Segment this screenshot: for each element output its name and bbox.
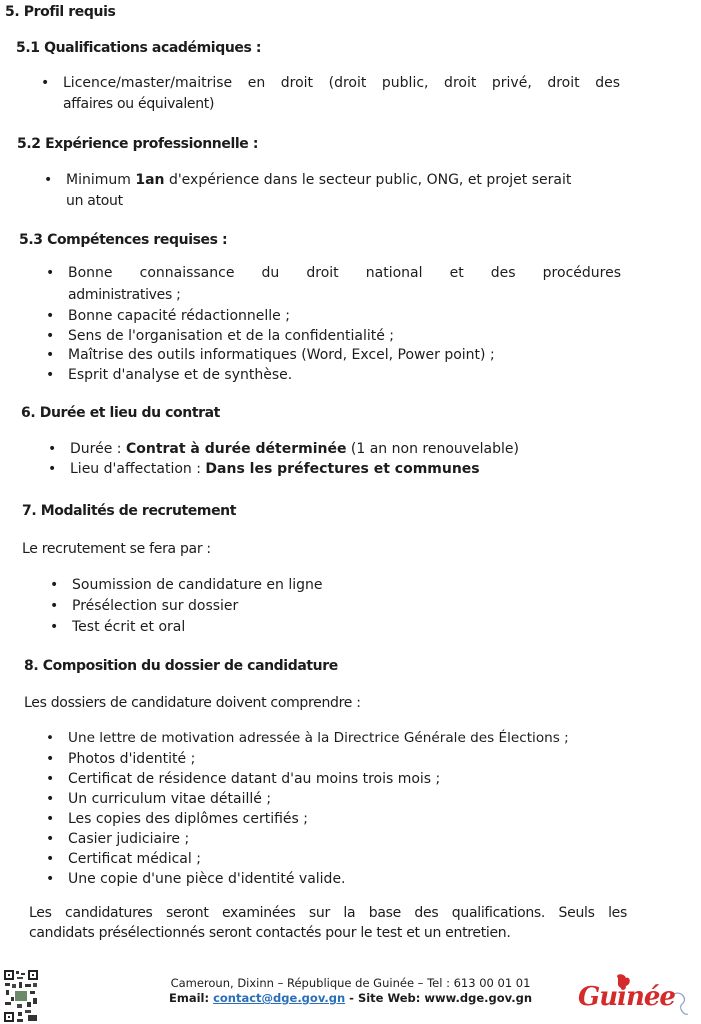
qualification-line-1: Licence/master/maitrise en droit (droit public, droit privé, droit des <box>63 75 620 91</box>
contract-location-item <box>70 461 480 477</box>
section-6-title: 6. Durée et lieu du contrat <box>21 405 220 421</box>
experience-duration: 1an <box>135 172 165 188</box>
section-7-title: 7. Modalités de recrutement <box>22 503 237 519</box>
experience-prefix: Minimum <box>66 172 136 188</box>
location-label: Lieu d'affectation : <box>70 461 206 477</box>
competence-1-line-2: administratives ; <box>68 287 181 303</box>
experience-suffix: d'expérience dans le secteur public, ONG, et projet serait <box>164 172 572 188</box>
logo-text: Guinée <box>578 982 675 1012</box>
dossier-item-2: • Photos d'identité ; <box>68 751 195 767</box>
competence-1-line-1: Bonne connaissance du droit national et des procédures <box>68 265 621 281</box>
qualification-item <box>63 75 620 91</box>
duration-value: Contrat à durée déterminée <box>125 441 347 457</box>
dossier-item-5: • Les copies des diplômes certifiés ; <box>68 811 308 827</box>
website-text[interactable]: - Site Web: www.dge.gov.gn <box>345 991 533 1005</box>
section-5-1-title: 5.1 Qualifications académiques : <box>16 40 262 56</box>
closing-line-2: candidats présélectionnés seront contactés pour le test et un entretien. <box>29 925 511 941</box>
guinee-logo <box>578 972 698 1020</box>
competence-item-4: • Maîtrise des outils informatiques (Word, Excel, Power point) ; <box>68 347 495 363</box>
duration-note: (1 an non renouvelable) <box>346 441 519 457</box>
dossier-item-7: • Certificat médical ; <box>68 851 201 867</box>
section-8-title: 8. Composition du dossier de candidature <box>24 658 338 674</box>
section-5-2-title: 5.2 Expérience professionnelle : <box>17 136 259 152</box>
dossier-item-3: • Certificat de résidence datant d'au moins trois mois ; <box>68 771 440 787</box>
location-value: Dans les préfectures et communes <box>205 461 480 477</box>
dossier-item-8: • Une copie d'une pièce d'identité valide. <box>68 871 346 887</box>
recruitment-step-3: • Test écrit et oral <box>72 619 185 635</box>
footer-address: Cameroun, Dixinn – République de Guinée – Tel : 613 00 01 01 <box>170 976 531 990</box>
recruitment-step-1: • Soumission de candidature en ligne <box>72 577 323 593</box>
competence-item-3: • Sens de l'organisation et de la confidentialité ; <box>68 328 394 344</box>
contract-duration-item <box>70 441 519 457</box>
qualification-line-2: affaires ou équivalent) <box>63 96 215 112</box>
email-link[interactable]: contact@dge.gov.gn <box>213 991 346 1005</box>
competence-item-1 <box>68 265 621 281</box>
experience-line-2: un atout <box>66 193 123 209</box>
section-5-3-title: 5.3 Compétences requises : <box>19 232 228 248</box>
dossier-item-6: • Casier judiciaire ; <box>68 831 189 847</box>
section-5-title: 5. Profil requis <box>5 4 116 20</box>
email-label: Email: <box>168 991 214 1005</box>
dossier-intro: Les dossiers de candidature doivent comprendre : <box>24 695 361 711</box>
dossier-item-1: • Une lettre de motivation adressée à la Directrice Générale des Élections ; <box>68 730 569 746</box>
dossier-item-4: • Un curriculum vitae détaillé ; <box>68 791 271 807</box>
experience-item <box>66 172 571 188</box>
competence-item-2: • Bonne capacité rédactionnelle ; <box>68 308 290 324</box>
recruitment-step-2: • Présélection sur dossier <box>72 598 238 614</box>
duration-label: Durée : <box>70 441 126 457</box>
recruitment-intro: Le recrutement se fera par : <box>22 541 211 557</box>
competence-item-5: • Esprit d'analyse et de synthèse. <box>68 367 292 383</box>
closing-line-1: Les candidatures seront examinées sur la base des qualifications. Seuls les <box>29 905 627 921</box>
